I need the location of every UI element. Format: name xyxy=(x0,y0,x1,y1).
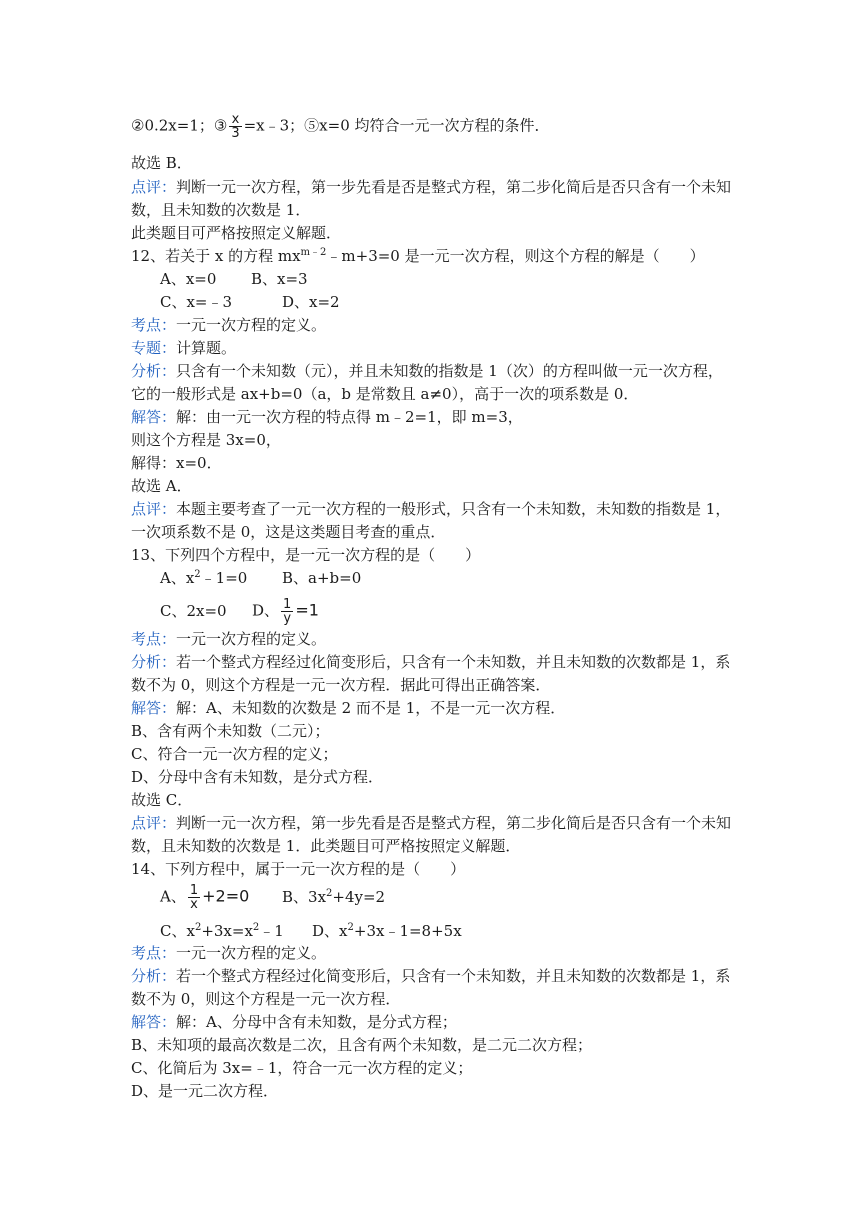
q12-jieda-1: 解答：解：由一元一次方程的特点得 m﹣2=1，即 m=3， xyxy=(131,408,523,426)
q13-kaodian: 考点：一元一次方程的定义。 xyxy=(131,630,327,648)
q11-comment-2: 数，且未知数的次数是 1． xyxy=(131,201,311,219)
q13-option-b: B、a+b=0 xyxy=(282,569,362,587)
q12-options-ab xyxy=(160,269,308,289)
q11-line-1: ②0.2x=1；③ $\frac{x}{3}$ =x﹣3；⑤x=0 均符合一元一次方程的条件． xyxy=(131,112,550,141)
q12-option-d: D、x=2 xyxy=(282,293,340,311)
q13-option-d: D、 $\frac{1}{y}$ =1 xyxy=(252,597,319,626)
q11-answer: 故选 B． xyxy=(131,154,192,172)
q14-option-b: B、$3x^2+4y=2$ xyxy=(282,887,386,906)
q12-fenxi-1: 分析：只含有一个未知数（元），并且未知数的指数是 1（次）的方程叫做一元一次方程， xyxy=(131,362,723,380)
q13-option-c: C、2x=0 xyxy=(160,601,227,620)
q13-stem: 13、下列四个方程中，是一元一次方程的是（ ） xyxy=(131,546,481,564)
q14-options-ab xyxy=(160,884,385,911)
q14-kaodian: 考点：一元一次方程的定义。 xyxy=(131,944,327,962)
q13-comment-1: 点评：判断一元一次方程，第一步先看是否是整式方程，第二步化简后是否只含有一个未知 xyxy=(131,814,732,832)
q14-jieda-2: B、未知项的最高次数是二次，且含有两个未知数，是二元二次方程； xyxy=(131,1036,593,1054)
q14-option-a: A、 $\frac{1}{x}$ +2=0 xyxy=(160,883,250,912)
q14-option-c: C、$x^2+3x=x^2﹣1$ xyxy=(160,922,284,940)
q12-answer: 故选 A． xyxy=(131,477,192,495)
fraction: $\frac{x}{3}$ xyxy=(231,112,240,141)
q12-option-c: C、x=﹣3 xyxy=(160,293,233,311)
fraction: $\frac{1}{y}$ xyxy=(283,597,292,626)
q13-jieda-4: D、分母中含有未知数，是分式方程． xyxy=(131,768,384,786)
q12-stem: 12、若关于 x 的方程 $mx^{m﹣2}﹣m+3=0$ 是一元一次方程，则这个方程的解是（ ） xyxy=(131,247,705,265)
q14-jieda-3: C、化简后为 3x=﹣1，符合一元一次方程的定义； xyxy=(131,1059,473,1077)
q14-fenxi-2: 数不为 0，则这个方程是一元一次方程． xyxy=(131,990,401,1008)
q11-comment-1: 点评：判断一元一次方程，第一步先看是否是整式方程，第二步化简后是否只含有一个未知 xyxy=(131,178,732,196)
q12-comment-2: 一次项系数不是 0，这是这类题目考查的重点． xyxy=(131,523,446,541)
q12-kaodian: 考点：一元一次方程的定义。 xyxy=(131,316,327,334)
q14-fenxi-1: 分析：若一个整式方程经过化简变形后，只含有一个未知数，并且未知数的次数都是 1，系 xyxy=(131,967,731,985)
q12-jieda-3: 解得：x=0． xyxy=(131,454,222,472)
q13-fenxi-2: 数不为 0，则这个方程是一元一次方程．据此可得出正确答案． xyxy=(131,676,551,694)
q12-zhuanti: 专题：计算题。 xyxy=(131,339,237,357)
q13-fenxi-1: 分析：若一个整式方程经过化简变形后，只含有一个未知数，并且未知数的次数都是 1，系 xyxy=(131,653,731,671)
q12-options-cd xyxy=(160,292,340,312)
q14-options-cd xyxy=(160,921,462,941)
q12-comment-1: 点评：本题主要考查了一元一次方程的一般形式，只含有一个未知数，未知数的指数是 1， xyxy=(131,500,731,518)
comment-label: 点评： xyxy=(131,178,177,196)
q13-option-a: A、$x^2﹣1=0$ xyxy=(160,569,248,587)
fraction: $\frac{1}{x}$ xyxy=(189,883,199,912)
q12-option-a: A、x=0 xyxy=(160,270,217,288)
q14-stem: 14、下列方程中，属于一元一次方程的是（ ） xyxy=(131,860,466,878)
q13-answer: 故选 C． xyxy=(131,791,193,809)
q12-option-b: B、x=3 xyxy=(251,270,308,288)
q13-jieda-1: 解答：解：A、未知数的次数是 2 而不是 1，不是一元一次方程． xyxy=(131,699,566,717)
q14-option-d: D、$x^2+3x﹣1=8+5x$ xyxy=(312,922,462,940)
q11-comment-3: 此类题目可严格按照定义解题． xyxy=(131,224,342,242)
q13-comment-2: 数，且未知数的次数是 1．此类题目可严格按照定义解题． xyxy=(131,837,521,855)
q13-options-ab xyxy=(160,568,361,588)
q14-jieda-4: D、是一元二次方程． xyxy=(131,1082,279,1100)
q12-fenxi-2: 它的一般形式是 ax+b=0（a，b 是常数且 a≠0），高于一次的项系数是 0． xyxy=(131,385,639,403)
q12-jieda-2: 则这个方程是 3x=0， xyxy=(131,431,281,449)
q13-options-cd xyxy=(160,598,319,625)
q13-jieda-2: B、含有两个未知数（二元）； xyxy=(131,722,330,740)
q13-jieda-3: C、符合一元一次方程的定义； xyxy=(131,745,338,763)
q14-jieda-1: 解答：解：A、分母中含有未知数，是分式方程； xyxy=(131,1013,457,1031)
